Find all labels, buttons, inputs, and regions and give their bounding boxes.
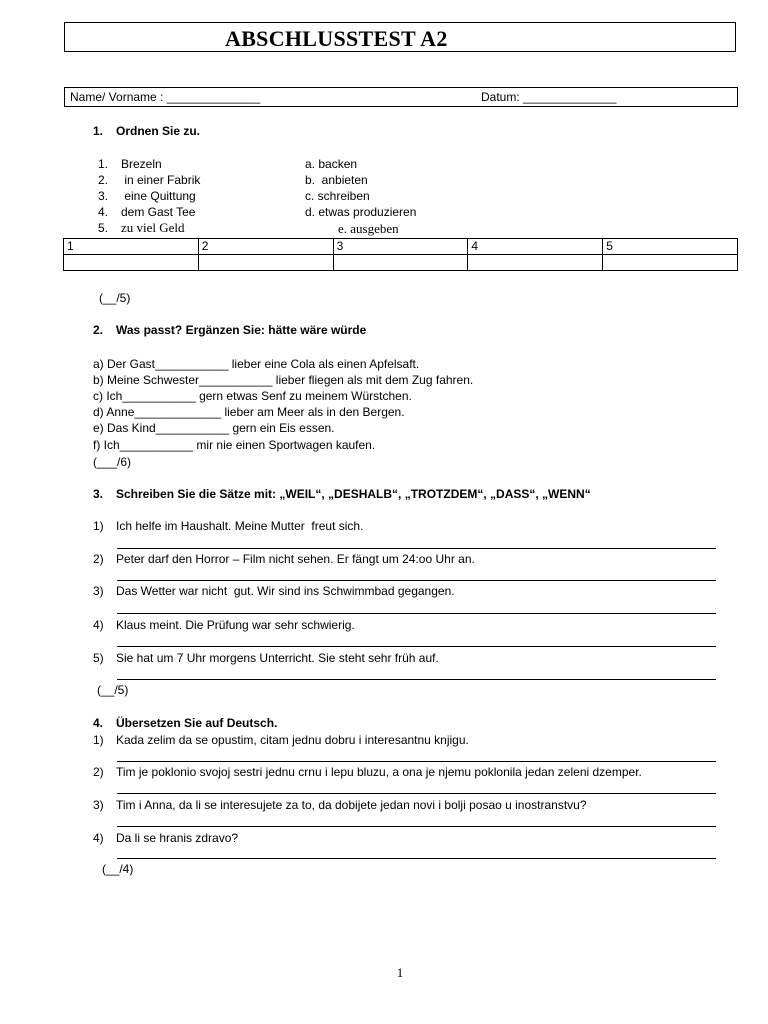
task2-score: (___/6) [93, 455, 132, 469]
answer-cell[interactable] [333, 255, 468, 271]
task3-item-num: 1) [93, 519, 104, 533]
task1-left-num: 3. [98, 189, 109, 203]
task1-left-num: 2. [98, 173, 109, 187]
task3-item-num: 2) [93, 552, 104, 566]
task1-left-num: 4. [98, 205, 109, 219]
task1-left-num: 1. [98, 157, 109, 171]
task3-item-text: Peter darf den Horror – Film nicht sehen. Er fängt um 24:oo Uhr an. [116, 552, 475, 566]
page-number: 1 [396, 965, 404, 980]
task2-number: 2. [93, 323, 104, 337]
task2-line: b) Meine Schwester___________ lieber fliegen als mit dem Zug fahren. [93, 373, 474, 387]
task4-item-num: 4) [93, 831, 104, 845]
answer-line[interactable] [117, 826, 716, 827]
task3-item-text: Das Wetter war nicht gut. Wir sind ins Schwimmbad gegangen. [116, 584, 455, 598]
answer-cell[interactable] [603, 255, 738, 271]
task4-heading: Übersetzen Sie auf Deutsch. [116, 716, 278, 730]
task3-score: (__/5) [97, 683, 129, 697]
task2-line: f) Ich___________ mir nie einen Sportwagen kaufen. [93, 438, 376, 452]
task1-heading: Ordnen Sie zu. [116, 124, 201, 138]
task1-right-item: e. ausgeben [338, 221, 399, 236]
task1-score: (__/5) [99, 291, 131, 305]
task3-item-num: 3) [93, 584, 104, 598]
task1-left-item: in einer Fabrik [121, 173, 201, 187]
task4-number: 4. [93, 716, 104, 730]
task1-number: 1. [93, 124, 104, 138]
table-header-cell: 2 [198, 239, 333, 255]
task3-heading: Schreiben Sie die Sätze mit: „WEIL“, „DESHALB“, „TROTZDEM“, „DASS“, „WENN“ [116, 487, 591, 501]
task1-right-item: b. anbieten [305, 173, 368, 187]
task1-left-num: 5. [98, 221, 109, 235]
task3-item-text: Ich helfe im Haushalt. Meine Mutter freut sich. [116, 519, 364, 533]
document-title: ABSCHLUSSTEST A2 [225, 26, 448, 51]
table-header-row [64, 239, 738, 255]
answer-line[interactable] [117, 580, 716, 581]
task2-line: e) Das Kind___________ gern ein Eis essen. [93, 421, 335, 435]
answer-line[interactable] [117, 548, 716, 549]
table-header-cell: 1 [64, 239, 199, 255]
task1-left-item: eine Quittung [121, 189, 196, 203]
task4-score: (__/4) [102, 862, 134, 876]
task1-left-item: Brezeln [121, 157, 162, 171]
table-header-cell: 3 [333, 239, 468, 255]
task2-line: a) Der Gast___________ lieber eine Cola als einen Apfelsaft. [93, 357, 420, 371]
title-box [64, 22, 736, 52]
task2-line: c) Ich___________ gern etwas Senf zu meinem Würstchen. [93, 389, 412, 403]
answer-line[interactable] [117, 761, 716, 762]
task2-heading: Was passt? Ergänzen Sie: hätte wäre würde [116, 323, 367, 337]
task4-item-num: 1) [93, 733, 104, 747]
task1-answer-table [63, 238, 738, 271]
table-header-cell: 5 [603, 239, 738, 255]
task4-item-text: Tim i Anna, da li se interesujete za to, da dobijete jedan novi i bolji posao u inostranstvu? [116, 798, 587, 812]
task3-item-text: Sie hat um 7 Uhr morgens Unterricht. Sie steht sehr früh auf. [116, 651, 439, 665]
task4-item-text: Kada zelim da se opustim, citam jednu dobru i interesantnu knjigu. [116, 733, 469, 747]
answer-line[interactable] [117, 646, 716, 647]
task2-line: d) Anne_____________ lieber am Meer als in den Bergen. [93, 405, 405, 419]
name-date-box [64, 87, 738, 107]
task3-item-num: 5) [93, 651, 104, 665]
task1-right-item: a. backen [305, 157, 358, 171]
task1-right-item: c. schreiben [305, 189, 370, 203]
task3-item-text: Klaus meint. Die Prüfung war sehr schwierig. [116, 618, 355, 632]
task1-left-item: dem Gast Tee [121, 205, 196, 219]
answer-cell[interactable] [198, 255, 333, 271]
task4-item-num: 3) [93, 798, 104, 812]
task4-item-num: 2) [93, 765, 104, 779]
table-answer-row [64, 255, 738, 271]
task4-item-text: Da li se hranis zdravo? [116, 831, 239, 845]
name-label: Name/ Vorname : ______________ [70, 90, 261, 104]
answer-line[interactable] [117, 793, 716, 794]
task4-item-text: Tim je poklonio svojoj sestri jednu crnu i lepu bluzu, a ona je njemu poklonila jedan zeleni dzemper. [116, 765, 642, 779]
task1-left-item: zu viel Geld [121, 220, 185, 235]
date-label: Datum: ______________ [481, 90, 617, 104]
answer-cell[interactable] [468, 255, 603, 271]
task3-item-num: 4) [93, 618, 104, 632]
task1-right-item: d. etwas produzieren [305, 205, 417, 219]
task3-number: 3. [93, 487, 104, 501]
answer-cell[interactable] [64, 255, 199, 271]
answer-line[interactable] [117, 613, 716, 614]
answer-line[interactable] [117, 858, 716, 859]
table-header-cell: 4 [468, 239, 603, 255]
answer-line[interactable] [117, 679, 716, 680]
